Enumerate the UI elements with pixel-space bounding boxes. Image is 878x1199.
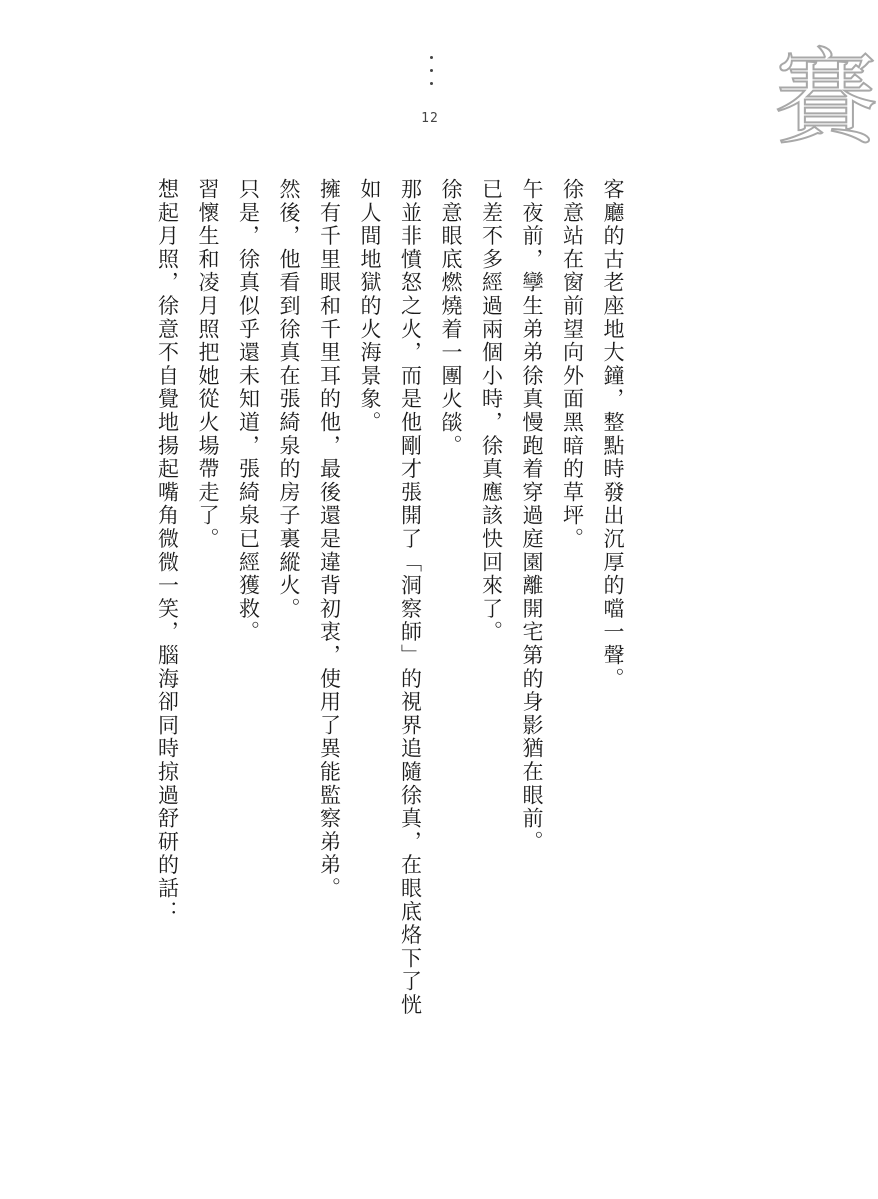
paragraph: 然後，他看到徐真在張綺泉的房子裏縱火。 (277, 178, 301, 621)
chapter-mark-glyph: 賽 (774, 37, 878, 159)
header-ornament-dots (428, 56, 434, 95)
paragraph: 徐意眼底燃燒着一團火燄。 (439, 178, 463, 458)
dot-icon (430, 69, 433, 72)
paragraph: 午夜前，孿生弟弟徐真慢跑着穿過庭園離開宅第的身影猶在眼前。 (520, 178, 544, 854)
paragraph-continuation: 如人間地獄的火海景象。 (358, 178, 382, 435)
paragraph: 那並非憤怒之火，而是他剛才張開了「洞察師」的視界追隨徐真，在眼底烙下了恍 (398, 178, 423, 1017)
dot-icon (430, 56, 433, 59)
paragraph: 擁有千里眼和千里耳的他，最後還是違背初衷，使用了異能監察弟弟。 (317, 178, 342, 901)
page-number: 12 (421, 111, 439, 126)
paragraph: 客廳的古老座地大鐘，整點時發出沉厚的噹一聲。 (601, 178, 625, 691)
paragraph: 已差不多經過兩個小時，徐真應該快回來了。 (479, 178, 504, 644)
dot-icon (430, 82, 433, 85)
paragraph: 徐意站在窗前望向外面黑暗的草坪。 (560, 178, 585, 551)
chapter-mark (774, 37, 878, 159)
paragraph: 只是，徐真似乎還未知道，張綺泉已經獲救。 (236, 178, 261, 644)
paragraph: 想起月照，徐意不自覺地揚起嘴角微微一笑，腦海卻同時掠過舒研的話： (155, 178, 180, 924)
vertical-body-text (147, 178, 633, 1078)
paragraph: 習懷生和凌月照把她從火場帶走了。 (196, 178, 220, 551)
